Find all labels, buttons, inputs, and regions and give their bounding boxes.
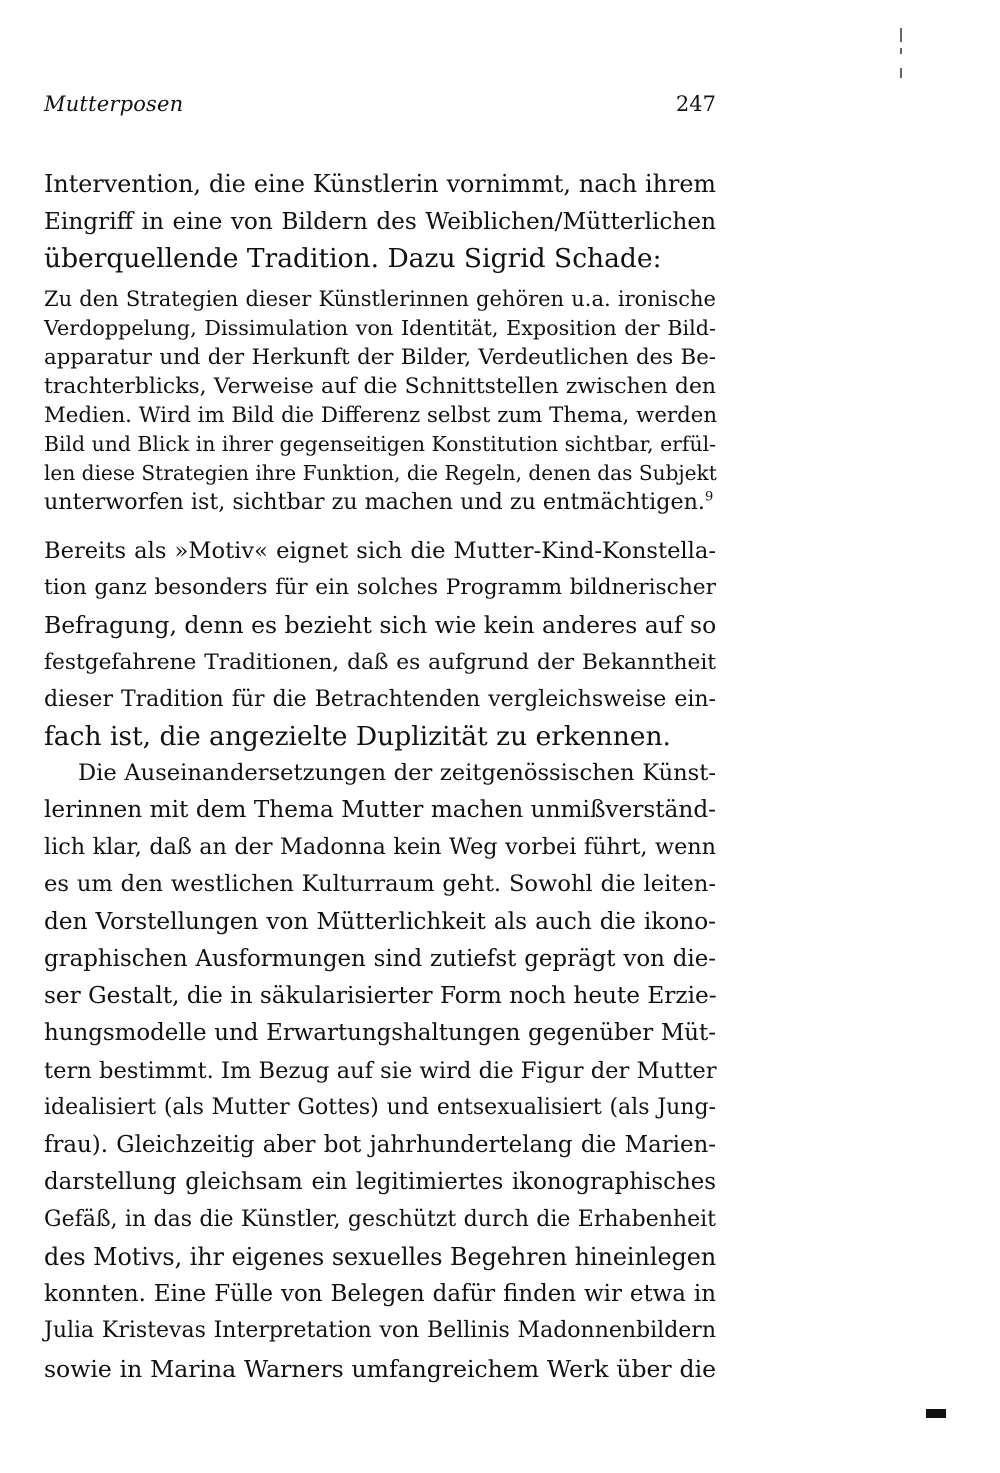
continuation-mark (926, 1409, 946, 1418)
text-line: den Vorstellungen von Mütterlichkeit als auch die ikono- (44, 908, 716, 935)
text-line: ser Gestalt, die in säkularisierter Form noch heute Erzie- (44, 982, 717, 1009)
quote-line: trachterblicks, Verweise auf die Schnittstellen zwischen den (44, 374, 716, 399)
text-line: konnten. Eine Fülle von Belegen dafür finden wir etwa in (44, 1281, 716, 1307)
text-line: frau). Gleichzeitig aber bot jahrhundertelang die Marien- (44, 1132, 716, 1158)
text-line: Eingriff in eine von Bildern des Weiblichen/Mütterlichen (44, 208, 716, 235)
quote-line: Verdoppelung, Dissimulation von Identität, Exposition der Bild- (44, 316, 716, 340)
text-line: Bereits als »Motiv« eignet sich die Mutter-Kind-Konstella- (44, 538, 716, 564)
scan-artifact-mark (900, 28, 902, 42)
running-title: Mutterposen (44, 92, 184, 116)
scan-artifact-mark (900, 48, 902, 54)
quote-line: apparatur und der Herkunft der Bilder, Verdeutlichen des Be- (44, 345, 716, 370)
text-line: überquellende Tradition. Dazu Sigrid Schade: (44, 243, 662, 274)
quote-line-text: unterworfen ist, sichtbar zu machen und zu entmächtigen. (44, 489, 705, 515)
scan-artifact-mark (900, 68, 902, 78)
text-line: dieser Tradition für die Betrachtenden vergleichsweise ein- (44, 687, 716, 712)
text-line: lerinnen mit dem Thema Mutter machen unmißverständ- (44, 796, 716, 823)
quote-line: Medien. Wird im Bild die Differenz selbst zum Thema, werden (44, 403, 718, 428)
text-line: Julia Kristevas Interpretation von Bellinis Madonnenbildern (44, 1318, 716, 1343)
quote-line: Bild und Blick in ihrer gegenseitigen Konstitution sichtbar, erfül- (44, 432, 716, 456)
page-number: 247 (675, 92, 716, 116)
quote-line: len diese Strategien ihre Funktion, die Regeln, denen das Subjekt (44, 461, 717, 485)
text-line: hungsmodelle und Erwartungshaltungen gegenüber Müt- (44, 1020, 716, 1046)
text-line: fach ist, die angezielte Duplizität zu erkennen. (44, 721, 671, 752)
text-line: des Motivs, ihr eigenes sexuelles Begehren hineinlegen (44, 1243, 717, 1271)
text-line: Die Auseinandersetzungen der zeitgenössischen Künst- (78, 760, 716, 786)
text-line: lich klar, daß an der Madonna kein Weg vorbei führt, wenn (44, 834, 716, 860)
text-line: Gefäß, in das die Künstler, geschützt durch die Erhabenheit (44, 1207, 716, 1232)
quote-line-last (44, 488, 716, 517)
text-line: es um den westlichen Kulturraum geht. Sowohl die leiten- (44, 871, 716, 897)
text-line: idealisiert (als Mutter Gottes) und entsexualisiert (als Jung- (44, 1095, 716, 1120)
text-line: Befragung, denn es bezieht sich wie kein anderes auf so (44, 611, 717, 639)
text-line: darstellung gleichsam ein legitimiertes ikonographisches (44, 1169, 716, 1195)
footnote-marker[interactable]: 9 (704, 489, 714, 505)
text-line: festgefahrene Traditionen, daß es aufgrund der Bekanntheit (44, 650, 716, 675)
text-line: sowie in Marina Warners umfangreichem Werk über die (44, 1355, 716, 1383)
text-line: tern bestimmt. Im Bezug auf sie wird die Figur der Mutter (44, 1058, 717, 1084)
text-line: tion ganz besonders für ein solches Programm bildnerischer (44, 575, 716, 600)
quote-line: Zu den Strategien dieser Künstlerinnen gehören u.a. ironische (44, 287, 716, 311)
text-line: Intervention, die eine Künstlerin vornimmt, nach ihrem (44, 170, 716, 198)
text-line: graphischen Ausformungen sind zutiefst geprägt von die- (44, 946, 716, 972)
page-header (44, 92, 716, 122)
